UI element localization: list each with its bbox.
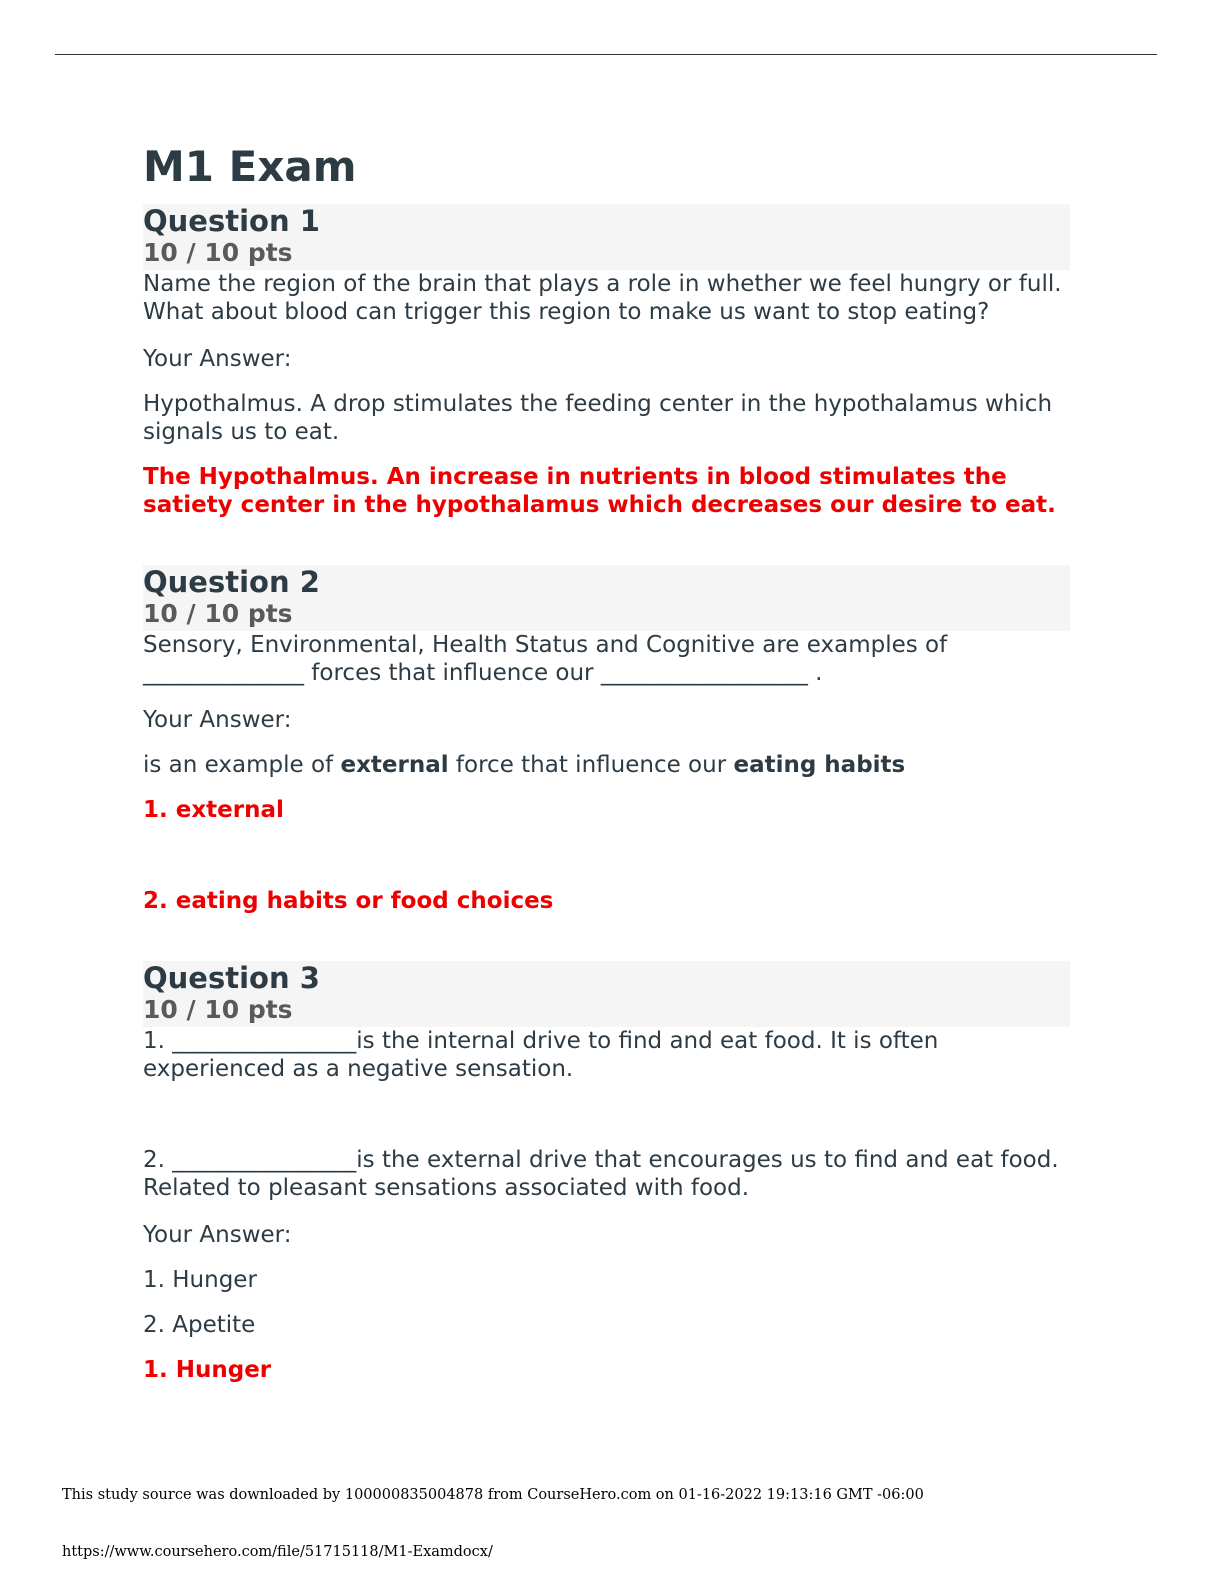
answer-text: force that influence our [448,752,734,778]
your-answer-label: Your Answer: [143,1222,292,1248]
question-prompt-1: 1. ________________is the internal drive to find and eat food. It is often experienced as a negative sensation. [143,1028,939,1082]
question-points: 10 / 10 pts [143,995,293,1024]
answer-keyword: external [340,752,449,778]
correct-answer: The Hypothalmus. An increase in nutrients in blood stimulates the satiety center in the hypothalamus which decreases our desire to eat. [143,464,1056,518]
question-header [143,961,1070,1027]
question-title: Question 1 [143,204,320,238]
question-title: Question 3 [143,961,320,995]
student-answer-1: 1. Hunger [143,1267,257,1293]
student-answer [143,751,1070,779]
download-notice: This study source was downloaded by 100000835004878 from CourseHero.com on 01-16-2022 19:13:16 GMT -06:00 [62,1487,924,1503]
top-rule [55,54,1157,55]
correct-answer-1: 1. Hunger [143,1357,272,1383]
source-url[interactable]: https://www.coursehero.com/file/51715118/M1-Examdocx/ [62,1544,493,1560]
your-answer-label: Your Answer: [143,707,292,733]
question-prompt: Name the region of the brain that plays a role in whether we feel hungry or full. What about blood can trigger this region to make us want to stop eating? [143,271,1062,325]
question-points: 10 / 10 pts [143,238,293,267]
question-1 [143,204,1070,519]
exam-title: M1 Exam [143,142,357,191]
student-answer: Hypothalmus. A drop stimulates the feeding center in the hypothalamus which signals us to eat. [143,391,1053,445]
question-header [143,204,1070,270]
answer-keyword: eating habits [733,752,906,778]
question-2 [143,565,1070,915]
student-answer-2: 2. Apetite [143,1312,256,1338]
answer-text: is an example of [143,752,341,778]
question-3 [143,961,1070,1384]
question-title: Question 2 [143,565,320,599]
exam-document [143,140,1070,1384]
question-prompt: Sensory, Environmental, Health Status and Cognitive are examples of ______________ forces that influence our __________________ . [143,632,948,686]
correct-answer-1: 1. external [143,797,284,823]
your-answer-label: Your Answer: [143,346,292,372]
question-header [143,565,1070,631]
correct-answer-2: 2. eating habits or food choices [143,888,554,914]
question-points: 10 / 10 pts [143,599,293,628]
question-prompt-2: 2. ________________is the external drive that encourages us to find and eat food. Related to pleasant sensations associated with food. [143,1147,1059,1201]
